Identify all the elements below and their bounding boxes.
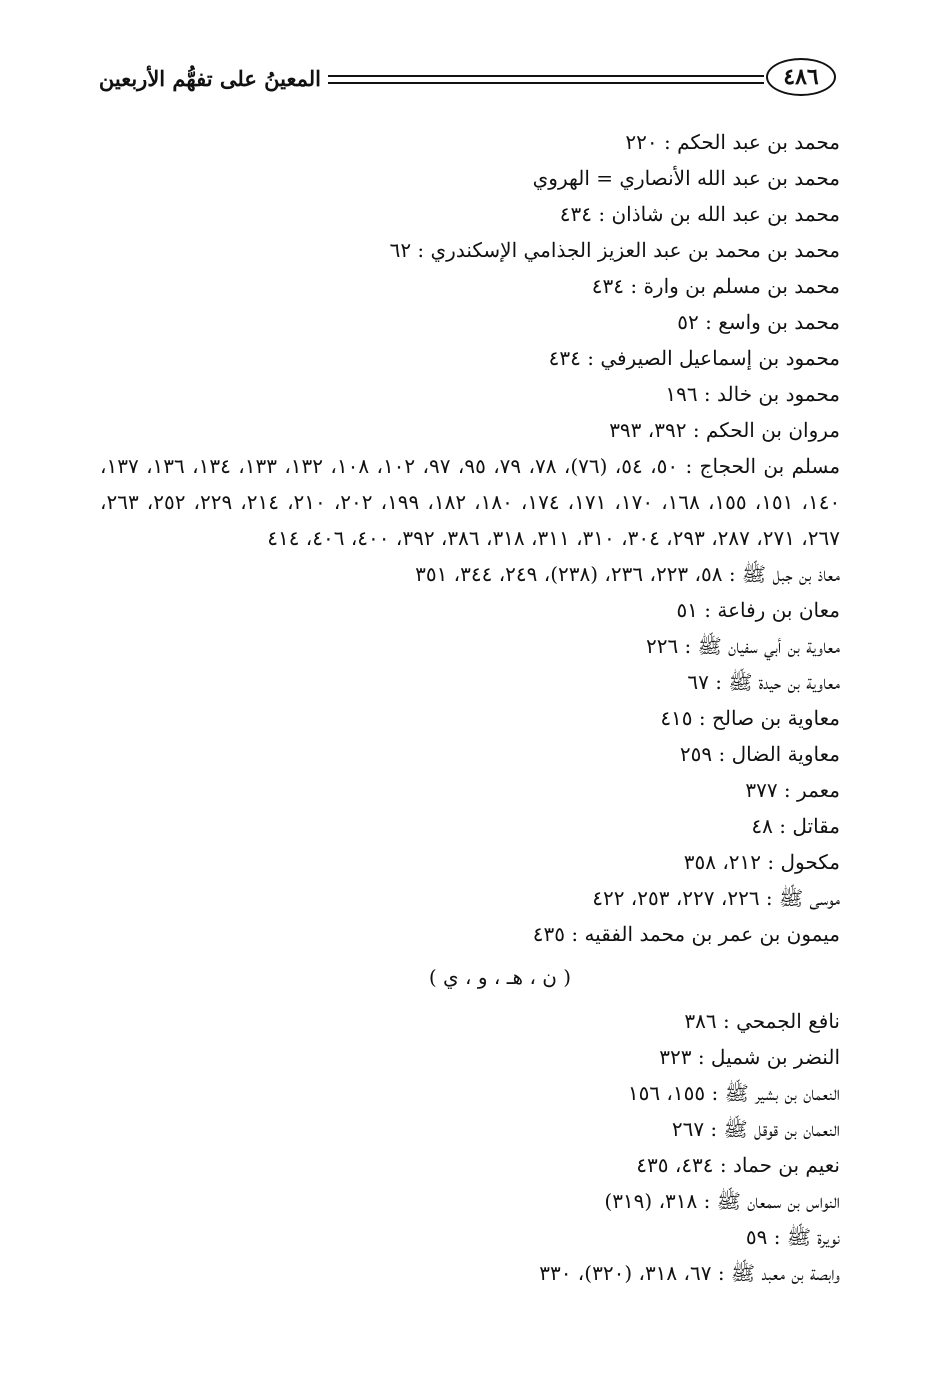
index-entry: النعمان بن قوقل ﷺ : ٢٦٧ <box>671 1117 840 1141</box>
index-entry: نويرة ﷺ : ٥٩ <box>745 1225 840 1249</box>
index-entry: محمد بن واسع : ٥٢ <box>677 310 840 334</box>
index-entry: محمد بن عبد الله بن شاذان : ٤٣٤ <box>559 202 840 226</box>
index-entry: النضر بن شميل : ٣٢٣ <box>659 1045 840 1069</box>
index-entry: النواس بن سمعان ﷺ : ٣١٨، (٣١٩) <box>604 1189 840 1213</box>
index-entry: وابصة بن معبد ﷺ : ٦٧، ٣١٨، (٣٢٠)، ٣٣٠ <box>539 1261 840 1285</box>
index-entry: محمود بن إسماعيل الصيرفي : ٤٣٤ <box>548 346 840 370</box>
index-list <box>100 124 840 1291</box>
index-entry: معاوية بن حيدة ﷺ : ٦٧ <box>687 670 840 694</box>
index-entry: مقاتل : ٤٨ <box>751 814 840 838</box>
index-entry: معاوية بن أبي سفيان ﷺ : ٢٢٦ <box>645 634 840 658</box>
index-entry: محمد بن عبد الحكم : ٢٢٠ <box>625 130 840 154</box>
index-entry: النعمان بن بشير ﷺ : ١٥٥، ١٥٦ <box>627 1081 840 1105</box>
index-entry: ميمون بن عمر بن محمد الفقيه : ٤٣٥ <box>532 922 840 946</box>
header-rule <box>328 75 764 84</box>
index-entry: معاوية بن صالح : ٤١٥ <box>660 706 840 730</box>
index-entry: معاذ بن جبل ﷺ : ٥٨، ٢٢٣، ٢٣٦، (٢٣٨)، ٢٤٩، ٣٤٤، ٣٥١ <box>415 562 840 586</box>
index-entry: محمد بن مسلم بن وارة : ٤٣٤ <box>591 274 840 298</box>
index-entry: مروان بن الحكم : ٣٩٢، ٣٩٣ <box>609 418 840 442</box>
section-heading: ( ن ، هـ ، و ، ي ) <box>428 965 572 989</box>
index-entry: معمر : ٣٧٧ <box>745 778 840 802</box>
index-entry: نافع الجمحي : ٣٨٦ <box>684 1009 840 1033</box>
index-entry: موسى ﷺ : ٢٢٦، ٢٢٧، ٢٥٣، ٤٢٢ <box>592 886 840 910</box>
page-header <box>98 58 836 98</box>
index-entry: محمد بن عبد الله الأنصاري = الهروي <box>532 166 840 190</box>
book-title: المعينُ على تفهُّم الأربعين <box>98 66 321 91</box>
page-number: ٤٨٦ <box>766 58 836 96</box>
index-entry: معان بن رفاعة : ٥١ <box>676 598 840 622</box>
index-entry: معاوية الضال : ٢٥٩ <box>679 742 840 766</box>
index-entry: نعيم بن حماد : ٤٣٤، ٤٣٥ <box>636 1153 840 1177</box>
index-entry: مكحول : ٢١٢، ٣٥٨ <box>683 850 840 874</box>
index-entry: محمد بن محمد بن عبد العزيز الجذامي الإسكندري : ٦٢ <box>389 238 840 262</box>
index-entry: مسلم بن الحجاج : ٥٠، ٥٤، (٧٦)، ٧٨، ٧٩، ٩٥، ٩٧، ١٠٢، ١٠٨، ١٣٢، ١٣٣، ١٣٤، ١٣٦، ١٣٧، ١٤٠، ١٥١، ١٥٥، ١٦٨، ١٧٠، ١٧١، ١٧٤، ١٨٠، ١٨٢، ١٩٩، ٢٠٢، ٢١٠، ٢١٤، ٢٢٩، ٢٥٢، ٢٦٣، ٢٦٧، ٢٧١، ٢٨٧، ٢٩٣، ٣٠٤، ٣١٠، ٣١١، ٣١٨، ٣٨٦، ٣٩٢، ٤٠٠، ٤٠٦، ٤١٤ <box>100 454 840 550</box>
index-entry: محمود بن خالد : ١٩٦ <box>665 382 840 406</box>
